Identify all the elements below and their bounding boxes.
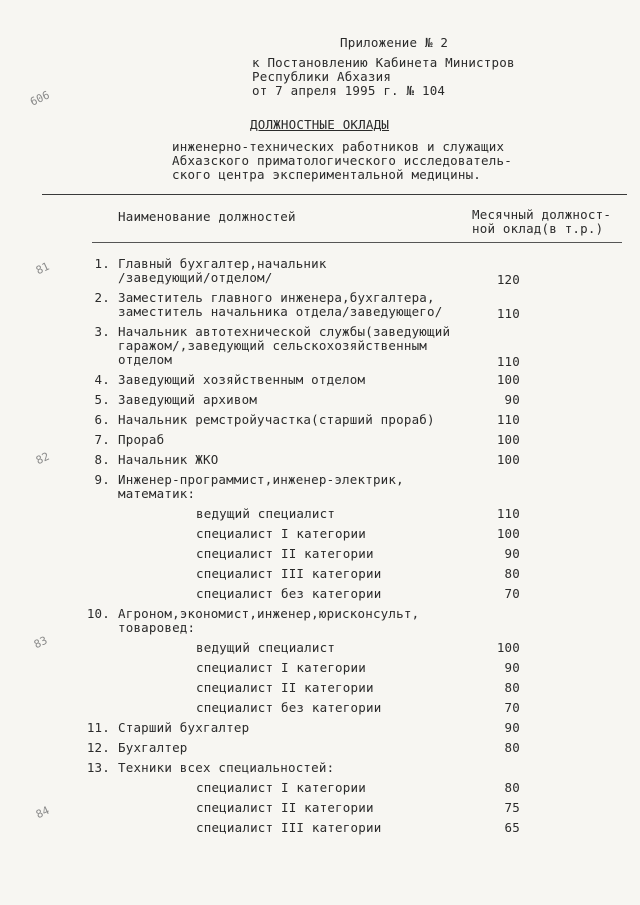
margin-note: 84	[33, 803, 52, 822]
position-title: Бухгалтер	[118, 740, 188, 755]
position-title: Заведующий хозяйственным отделом	[118, 372, 366, 387]
position-title: ведущий специалист	[196, 640, 336, 655]
salary-value: 90	[504, 660, 520, 675]
column-header-salary-1: Месячный должност-	[472, 207, 612, 222]
salary-value: 75	[504, 800, 520, 815]
salary-value: 120	[496, 272, 520, 287]
position-title: ведущий специалист	[196, 506, 336, 521]
margin-note: 606	[28, 88, 52, 109]
position-title: Заместитель главного инженера,бухгалтера,	[118, 290, 435, 305]
subtitle-line-1: инженерно-технических работников и служащих	[172, 139, 505, 154]
table-top-rule	[42, 194, 627, 195]
document-title: ДОЛЖНОСТНЫЕ ОКЛАДЫ	[250, 117, 390, 132]
row-number: 12.	[86, 740, 110, 755]
header-bottom-rule	[92, 242, 622, 243]
position-title: Инженер-программист,инженер-электрик,	[118, 472, 404, 487]
position-title: специалист II категории	[196, 800, 374, 815]
row-number: 2.	[94, 290, 110, 305]
position-title: заместитель начальника отдела/заведующего/	[118, 304, 443, 319]
salary-value: 90	[504, 546, 520, 561]
salary-value: 100	[496, 372, 520, 387]
salary-value: 110	[496, 354, 520, 369]
position-title: специалист без категории	[196, 586, 382, 601]
position-title: специалист III категории	[196, 566, 382, 581]
decree-line-2: Республики Абхазия	[252, 69, 392, 84]
row-number: 11.	[86, 720, 110, 735]
row-number: 5.	[94, 392, 110, 407]
salary-value: 90	[504, 720, 520, 735]
row-number: 4.	[94, 372, 110, 387]
position-title: Заведующий архивом	[118, 392, 258, 407]
salary-value: 80	[504, 780, 520, 795]
position-title: Агроном,экономист,инженер,юрисконсульт,	[118, 606, 420, 621]
margin-note: 83	[31, 633, 50, 652]
position-title: /заведующий/отделом/	[118, 270, 273, 285]
appendix-label: Приложение № 2	[340, 35, 449, 50]
position-title: Прораб	[118, 432, 165, 447]
row-number: 13.	[86, 760, 110, 775]
salary-value: 70	[504, 586, 520, 601]
decree-line-1: к Постановлению Кабинета Министров	[252, 55, 515, 70]
row-number: 3.	[94, 324, 110, 339]
decree-line-3: от 7 апреля 1995 г. № 104	[252, 83, 446, 98]
position-title: специалист I категории	[196, 780, 366, 795]
position-title: Старший бухгалтер	[118, 720, 250, 735]
position-title: специалист II категории	[196, 546, 374, 561]
salary-value: 100	[496, 432, 520, 447]
position-title: Начальник ремстройучастка(старший прораб)	[118, 412, 435, 427]
row-number: 7.	[94, 432, 110, 447]
subtitle-line-3: ского центра экспериментальной медицины.	[172, 167, 482, 182]
salary-value: 65	[504, 820, 520, 835]
column-header-position: Наименование должностей	[118, 209, 296, 224]
position-title: специалист II категории	[196, 680, 374, 695]
salary-value: 70	[504, 700, 520, 715]
position-title: математик:	[118, 486, 196, 501]
position-title: Техники всех специальностей:	[118, 760, 335, 775]
salary-value: 100	[496, 640, 520, 655]
salary-value: 90	[504, 392, 520, 407]
salary-value: 110	[496, 412, 520, 427]
margin-note: 81	[33, 259, 52, 278]
row-number: 1.	[94, 256, 110, 271]
position-title: Начальник ЖКО	[118, 452, 219, 467]
salary-value: 110	[496, 306, 520, 321]
margin-note: 82	[33, 449, 52, 468]
position-title: специалист III категории	[196, 820, 382, 835]
subtitle-line-2: Абхазского приматологического исследователь-	[172, 153, 512, 168]
row-number: 9.	[94, 472, 110, 487]
row-number: 8.	[94, 452, 110, 467]
position-title: Главный бухгалтер,начальник	[118, 256, 327, 271]
position-title: Начальник автотехнической службы(заведующий	[118, 324, 451, 339]
position-title: специалист I категории	[196, 526, 366, 541]
row-number: 10.	[86, 606, 110, 621]
salary-value: 110	[496, 506, 520, 521]
salary-value: 80	[504, 740, 520, 755]
position-title: отделом	[118, 352, 173, 367]
salary-value: 80	[504, 566, 520, 581]
salary-value: 80	[504, 680, 520, 695]
column-header-salary-2: ной оклад(в т.р.)	[472, 221, 604, 236]
position-title: гаражом/,заведующий сельскохозяйственным	[118, 338, 428, 353]
row-number: 6.	[94, 412, 110, 427]
salary-value: 100	[496, 452, 520, 467]
position-title: товаровед:	[118, 620, 196, 635]
position-title: специалист I категории	[196, 660, 366, 675]
position-title: специалист без категории	[196, 700, 382, 715]
salary-value: 100	[496, 526, 520, 541]
